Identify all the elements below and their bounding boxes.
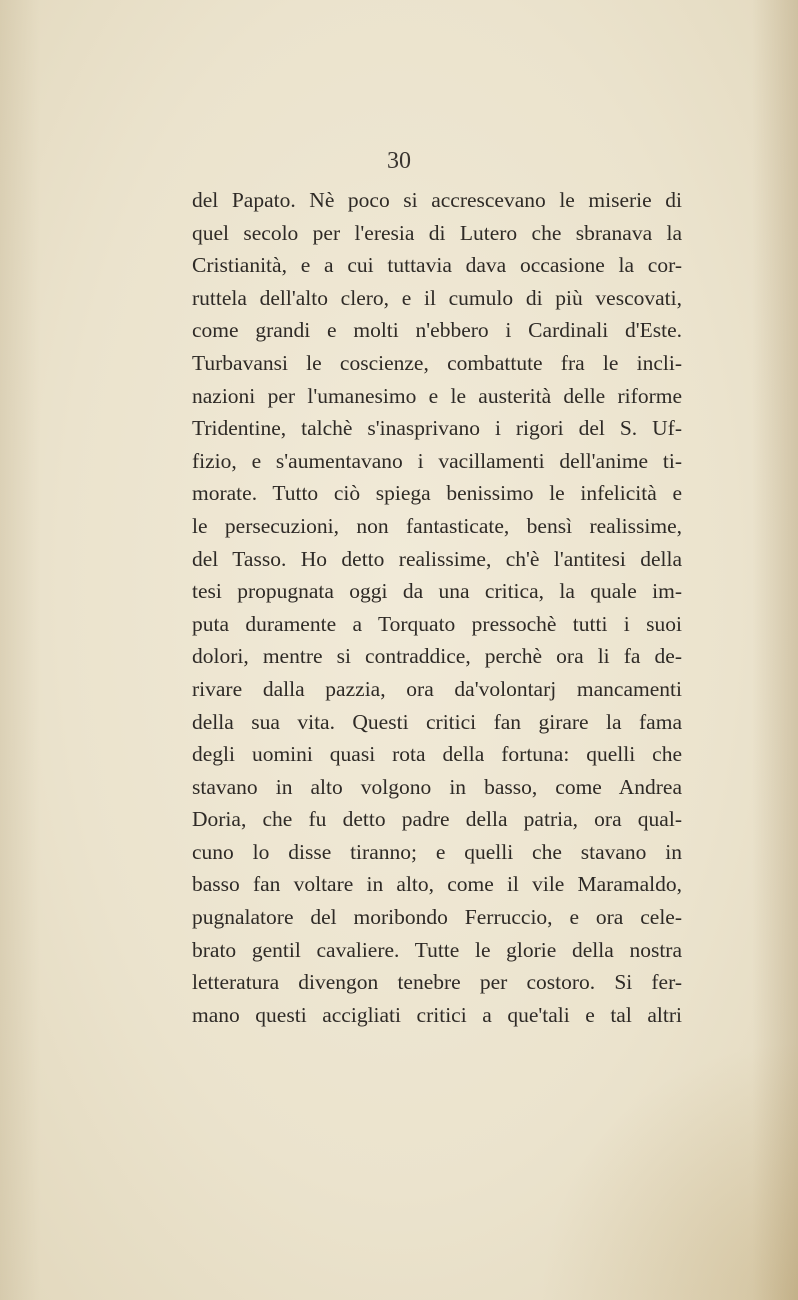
text-line: Cristianità, e a cui tuttavia dava occasione la cor- xyxy=(192,253,682,278)
text-line: morate. Tutto ciò spiega benissimo le infelicità e xyxy=(192,481,682,506)
page-number: 30 xyxy=(387,148,411,174)
text-line: del Tasso. Ho detto realissime, ch'è l'antitesi della xyxy=(192,546,682,571)
text-line: ruttela dell'alto clero, e il cumulo di più vescovati, xyxy=(192,285,682,310)
text-line: Turbavansi le coscienze, combattute fra le incli- xyxy=(192,350,682,375)
body-text xyxy=(192,184,682,1031)
text-line: del Papato. Nè poco si accrescevano le miserie di xyxy=(192,188,682,212)
text-line: nazioni per l'umanesimo e le austerità delle riforme xyxy=(192,383,682,408)
text-line: Doria, che fu detto padre della patria, ora qual- xyxy=(192,807,682,832)
text-line: quel secolo per l'eresia di Lutero che sbranava la xyxy=(192,220,682,245)
text-line: mano questi accigliati critici a que'tali e tal altri xyxy=(192,1002,682,1027)
text-line: tesi propugnata oggi da una critica, la quale im- xyxy=(192,579,682,604)
text-line: Tridentine, talchè s'inasprivano i rigori del S. Uf- xyxy=(192,416,682,441)
text-line: le persecuzioni, non fantasticate, bensì realissime, xyxy=(192,513,682,538)
text-line: dolori, mentre si contraddice, perchè ora li fa de- xyxy=(192,644,682,669)
text-line: brato gentil cavaliere. Tutte le glorie della nostra xyxy=(192,937,682,962)
text-line: della sua vita. Questi critici fan girare la fama xyxy=(192,709,682,734)
page-shadow-left xyxy=(0,0,40,1300)
text-line: stavano in alto volgono in basso, come Andrea xyxy=(192,774,682,799)
text-line: basso fan voltare in alto, come il vile Maramaldo, xyxy=(192,872,682,897)
text-line: rivare dalla pazzia, ora da'volontarj mancamenti xyxy=(192,676,682,701)
text-line: degli uomini quasi rota della fortuna: quelli che xyxy=(192,742,682,767)
text-line: come grandi e molti n'ebbero i Cardinali d'Este. xyxy=(192,318,682,343)
text-line: fizio, e s'aumentavano i vacillamenti dell'anime ti- xyxy=(192,448,682,473)
text-line: letteratura divengon tenebre per costoro. Si fer- xyxy=(192,970,682,995)
text-line: cuno lo disse tiranno; e quelli che stavano in xyxy=(192,839,682,864)
paper-stain xyxy=(538,1040,798,1300)
text-line: puta duramente a Torquato pressochè tutti i suoi xyxy=(192,611,682,636)
text-line: pugnalatore del moribondo Ferruccio, e ora cele- xyxy=(192,905,682,930)
